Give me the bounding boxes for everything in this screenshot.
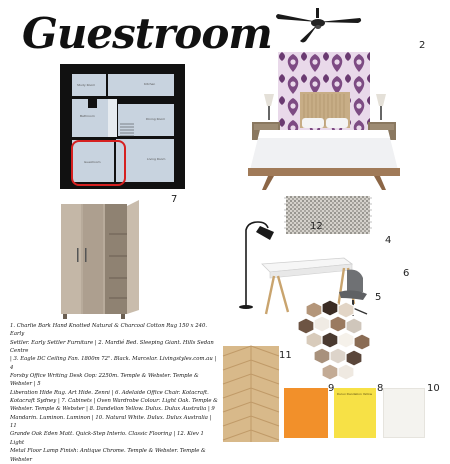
room-label-study: Study Room <box>77 83 96 87</box>
note-line: Kotacraft Sydney | 7. Cabinets | Oven Wardrobe Colour: Light Oak. Temple & <box>10 398 218 405</box>
item-number-11: 11 <box>279 350 292 361</box>
rug-icon <box>282 192 374 238</box>
note-line: | 3. Eagle DC Ceiling Fan. 1800m 72". Black. Marcelar. Livingstyles.com.au | 4 <box>10 356 217 371</box>
item-number-5: 5 <box>375 292 382 303</box>
note-line: Grande Oak Eden Matt. Quick-Step Interio. Classic Flooring | 12. Kiev 1 Light <box>10 431 204 446</box>
bed-icon <box>238 52 410 194</box>
note-line: 1. Charlie Bark Hand Knotted Natural & Charcoal Cotton Rug 150 x 240. Early <box>10 323 208 338</box>
item-number-10: 10 <box>427 383 440 394</box>
room-label-living: Living Room <box>147 157 166 161</box>
room-label-bathroom: Bathroom <box>80 114 95 118</box>
ceiling-fan-icon <box>272 8 364 44</box>
item-number-6: 6 <box>403 268 410 279</box>
room-label-guestroom: Guestroom <box>84 160 101 164</box>
item-number-2: 2 <box>419 40 426 51</box>
white-paint-icon <box>383 388 425 438</box>
item-number-8: 8 <box>377 383 384 394</box>
item-number-4: 4 <box>385 235 392 246</box>
wardrobe-icon <box>57 198 141 320</box>
guestroom-highlight <box>71 140 126 186</box>
room-label-kitchen: Kitchen <box>144 82 156 86</box>
item-number-9: 9 <box>328 383 335 394</box>
yellow-swatch-label: Dulux Dandelion Yellow <box>337 392 373 396</box>
item-notes <box>10 322 218 464</box>
orange-paint-icon <box>284 388 328 438</box>
note-line: Webster. Temple & Webster | 8. Dandelion Yellow. Dulux. Dulux Australia | 9 <box>10 406 215 413</box>
note-line: Metal Floor Lamp Finish: Antique Chrome. Temple & Webster. Temple & Webster <box>10 448 206 463</box>
hexagon-tiles-icon <box>294 296 378 380</box>
yellow-paint-icon <box>334 388 376 438</box>
timber-floor-icon <box>223 346 279 442</box>
item-number-12: 12 <box>310 221 323 232</box>
note-line: Mandarin. Luminon. Luminon | 10. Natural White. Dulux. Dulux Australia | 11 <box>10 414 212 430</box>
room-label-dining: Dining Room <box>146 117 166 121</box>
note-line: Forsby Office Writing Desk Oop: 2250m. Temple & Webster. Temple & Webster | 5 <box>10 373 199 388</box>
item-number-7: 7 <box>171 194 178 205</box>
note-line: Settler. Early Settler Furniture | 2. Mardié Bed. Sleeping Giant. Hills Sedan Centre <box>10 339 214 355</box>
note-line: Liberation Hide Rug. Art Hide. Zenni | 6. Adelaide Office Chair. Kotacraft. <box>10 389 209 396</box>
board-title: Guestroom <box>22 9 272 58</box>
